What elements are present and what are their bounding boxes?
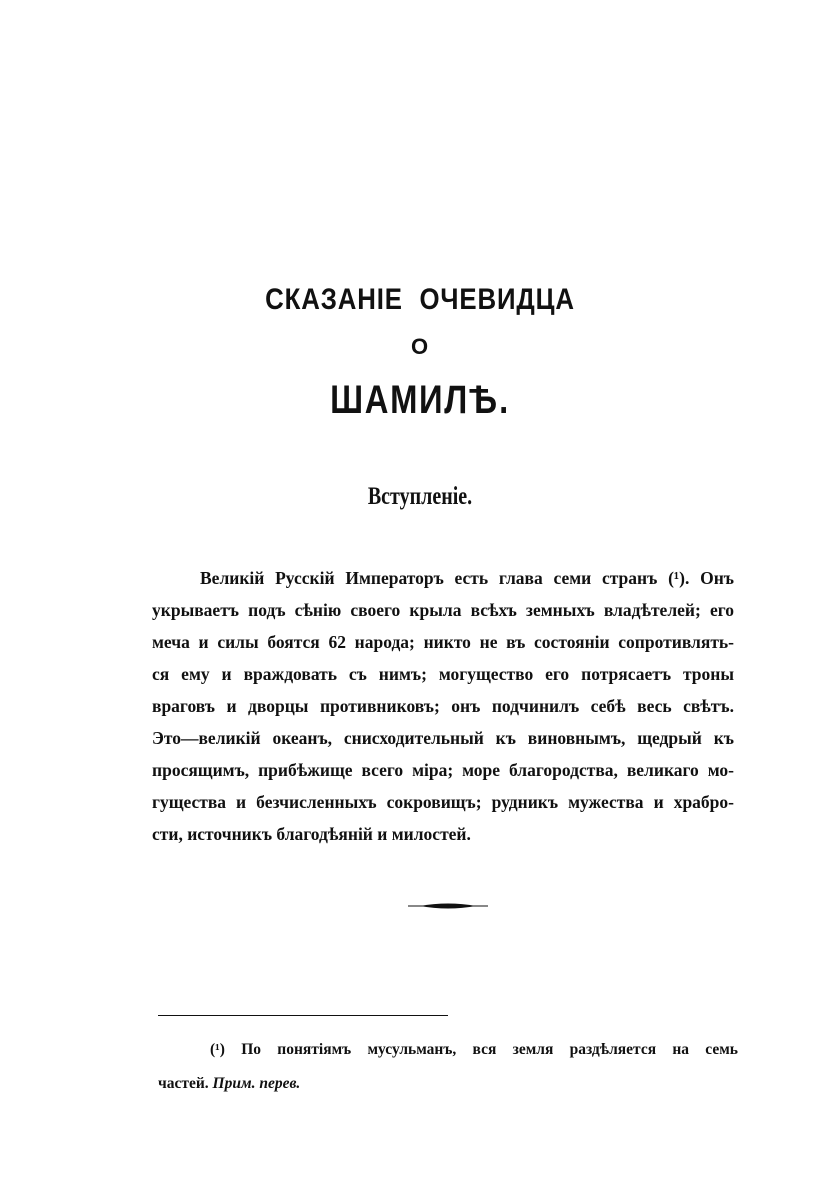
title-line-1: СКАЗАНІЕ ОЧЕВИДЦА [265,283,575,316]
body-line: Великій Русскій Императоръ есть глава семи странъ (¹). Онъ [200,568,734,588]
title-line-3: ШАМИЛѢ. [330,378,510,422]
footnote-line-2 [158,1067,738,1101]
body-line: просящимъ, прибѣжище всего міра; море благородства, великаго мо- [152,760,734,780]
body-line: сти, источникъ благодѣяній и милостей. [152,824,471,844]
footnote-rule [158,1015,448,1016]
body-line: ся ему и враждовать съ нимъ; могущество его потрясаетъ троны [152,664,734,684]
ornament-divider-icon [408,900,488,912]
footnote-abbreviation: Прим. перев. [212,1075,301,1092]
body-line: укрываетъ подъ сѣнію своего крыла всѣхъ земныхъ владѣтелей; его [152,600,734,620]
body-paragraph [152,562,734,850]
body-line: меча и силы боятся 62 народа; никто не въ состояніи сопротивлять- [152,632,734,652]
section-heading: Вступленіе. [367,483,473,510]
body-line: враговъ и дворцы противниковъ; онъ подчинилъ себѣ весь свѣтъ. [152,696,734,716]
footnote-line-1: (¹) По понятіямъ мусульманъ, вся земля раздѣляется на семь [210,1041,738,1058]
footnote [158,1033,738,1101]
body-line: гущества и безчисленныхъ сокровищъ; рудникъ мужества и храбро- [152,792,734,812]
footnote-text: частей. [158,1075,209,1092]
title-line-2: О [410,334,430,359]
body-line: Это—великій океанъ, снисходительный къ виновнымъ, щедрый къ [152,728,734,748]
